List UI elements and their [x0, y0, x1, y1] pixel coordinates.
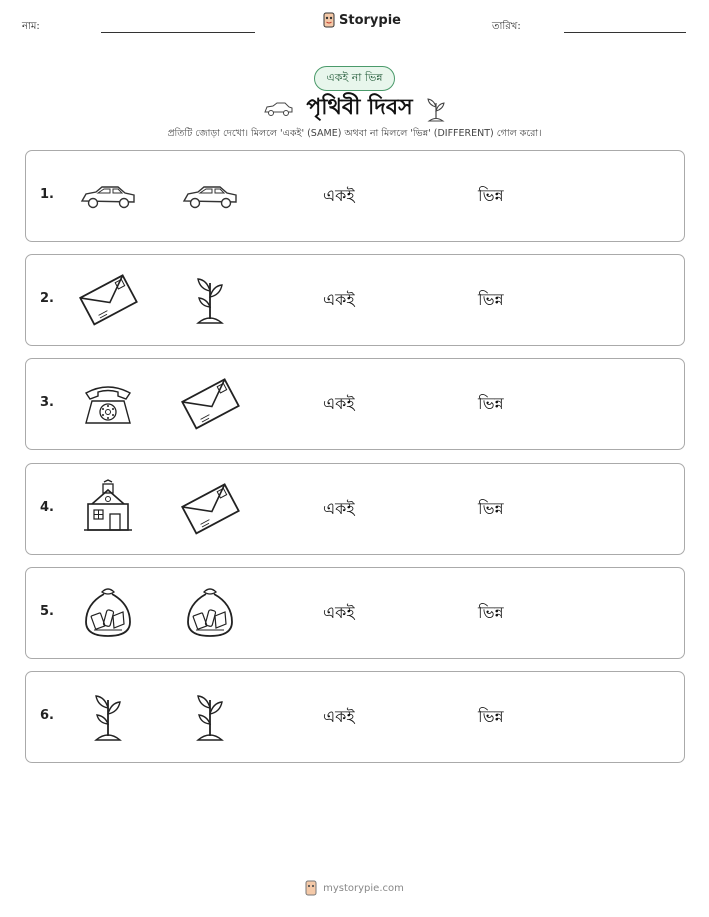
question-row	[25, 254, 685, 346]
name-line[interactable]	[101, 32, 255, 33]
option-same[interactable]: একই	[323, 499, 355, 518]
worksheet-badge: একই না ভিন্ন	[314, 66, 395, 91]
title-row	[0, 90, 709, 127]
envelope-icon	[180, 373, 240, 433]
question-number: 4.	[40, 500, 54, 515]
footer	[0, 880, 709, 896]
date-line[interactable]	[564, 32, 686, 33]
page-title: পৃথিবী দিবস	[306, 94, 413, 120]
recycle-bag-icon	[180, 582, 240, 642]
telephone-icon	[78, 373, 138, 433]
question-row	[25, 358, 685, 450]
school-icon	[78, 478, 138, 538]
instructions: প্রতিটি জোড়া দেখো। মিললে 'একই' (SAME) অথবা না মিললে 'ভিন্ন' (DIFFERENT) গোল করো।	[167, 128, 542, 139]
brand	[323, 12, 401, 28]
option-different[interactable]: ভিন্ন	[478, 394, 504, 413]
plant-icon	[78, 686, 138, 746]
question-number: 2.	[40, 291, 54, 306]
recycle-bag-icon	[78, 582, 138, 642]
question-row	[25, 150, 685, 242]
option-same[interactable]: একই	[323, 603, 355, 622]
option-different[interactable]: ভিন্ন	[478, 707, 504, 726]
plant-icon	[425, 95, 447, 123]
option-same[interactable]: একই	[323, 290, 355, 309]
envelope-icon	[78, 269, 138, 329]
option-different[interactable]: ভিন্ন	[478, 290, 504, 309]
question-row	[25, 463, 685, 555]
option-different[interactable]: ভিন্ন	[478, 603, 504, 622]
question-row	[25, 671, 685, 763]
option-different[interactable]: ভিন্ন	[478, 186, 504, 205]
brand-name: Storypie	[339, 12, 401, 28]
question-number: 1.	[40, 187, 54, 202]
storypie-logo-icon	[323, 12, 335, 28]
date-label: তারিখ:	[492, 21, 521, 32]
car-icon	[180, 165, 240, 225]
name-label: নাম:	[22, 21, 40, 32]
plant-icon	[180, 686, 240, 746]
car-icon	[262, 100, 294, 118]
option-different[interactable]: ভিন্ন	[478, 499, 504, 518]
storypie-logo-icon	[305, 880, 317, 896]
question-number: 6.	[40, 708, 54, 723]
question-row	[25, 567, 685, 659]
question-number: 5.	[40, 604, 54, 619]
option-same[interactable]: একই	[323, 186, 355, 205]
option-same[interactable]: একই	[323, 394, 355, 413]
footer-site[interactable]: mystorypie.com	[323, 882, 404, 894]
question-number: 3.	[40, 395, 54, 410]
envelope-icon	[180, 478, 240, 538]
car-icon	[78, 165, 138, 225]
plant-icon	[180, 269, 240, 329]
option-same[interactable]: একই	[323, 707, 355, 726]
